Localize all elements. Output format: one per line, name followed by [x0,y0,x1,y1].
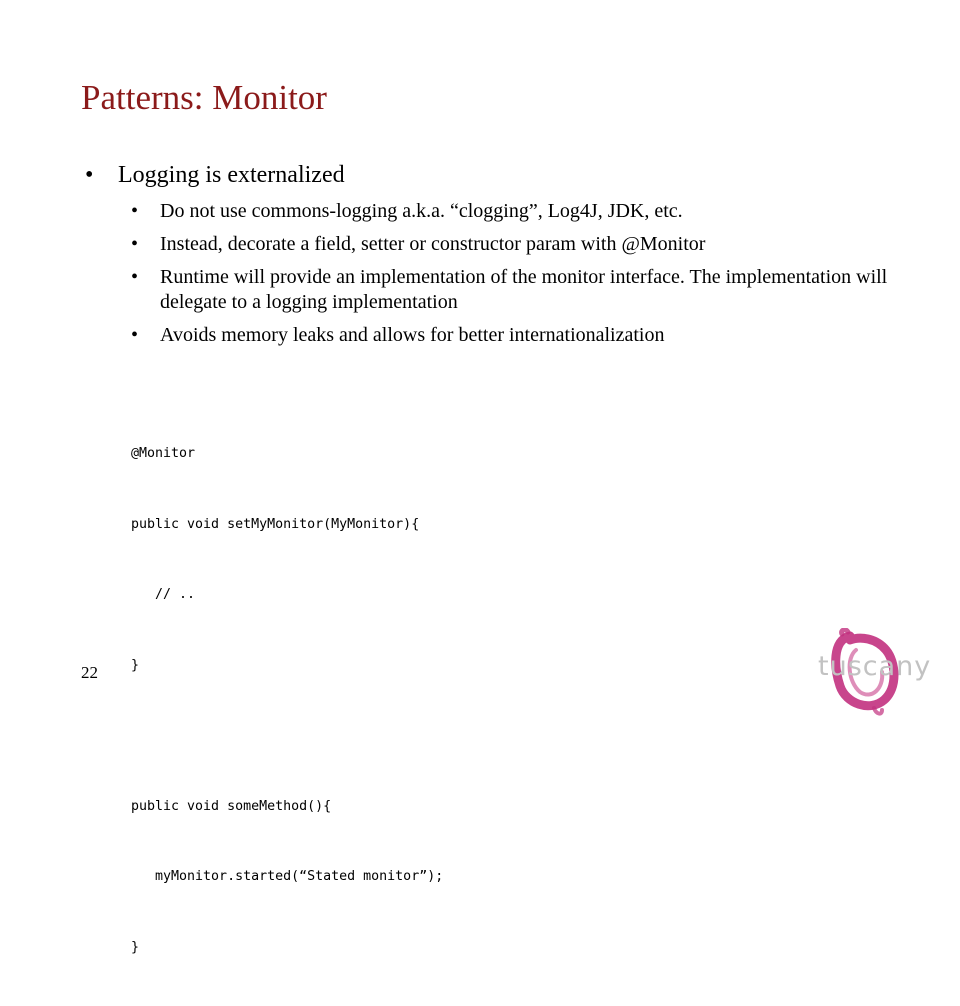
code-line: myMonitor.started(“Stated monitor”); [131,869,444,884]
bullet-marker: • [131,200,139,222]
slide-title: Patterns: Monitor [81,78,327,117]
bullet-marker: • [131,233,139,255]
sub-bullet-text: Do not use commons-logging a.k.a. “clogging”, Log4J, JDK, etc. [160,200,683,222]
code-line: } [131,657,140,673]
sub-bullet-item [131,323,891,348]
page-number: 22 [81,663,98,682]
bullet-marker: • [85,162,94,188]
sub-bullet-text: Instead, decorate a field, setter or constructor param with @Monitor [160,233,706,255]
bullet-marker: • [131,324,139,346]
code-line: } [131,939,140,955]
logo-wordmark: tuscany [818,651,932,682]
code-line: public void someMethod(){ [131,798,332,814]
bullet-marker: • [131,266,139,288]
code-line: public void setMyMonitor(MyMonitor){ [131,516,420,532]
code-line [131,724,443,748]
code-block [131,395,443,1006]
code-line: @Monitor [131,446,196,461]
sub-bullet-text: Runtime will provide an implementation of the monitor interface. The implementation will delegate to a logging implementation [160,266,888,313]
main-bullet-text: Logging is externalized [118,162,345,188]
code-line: // .. [131,587,196,602]
sub-bullet-item [131,232,891,257]
sub-bullet-item [131,199,891,224]
tuscany-logo [812,628,942,718]
sub-bullet-item [131,265,891,315]
sub-bullet-text: Avoids memory leaks and allows for better internationalization [160,324,665,346]
sub-bullet-list [131,199,891,356]
